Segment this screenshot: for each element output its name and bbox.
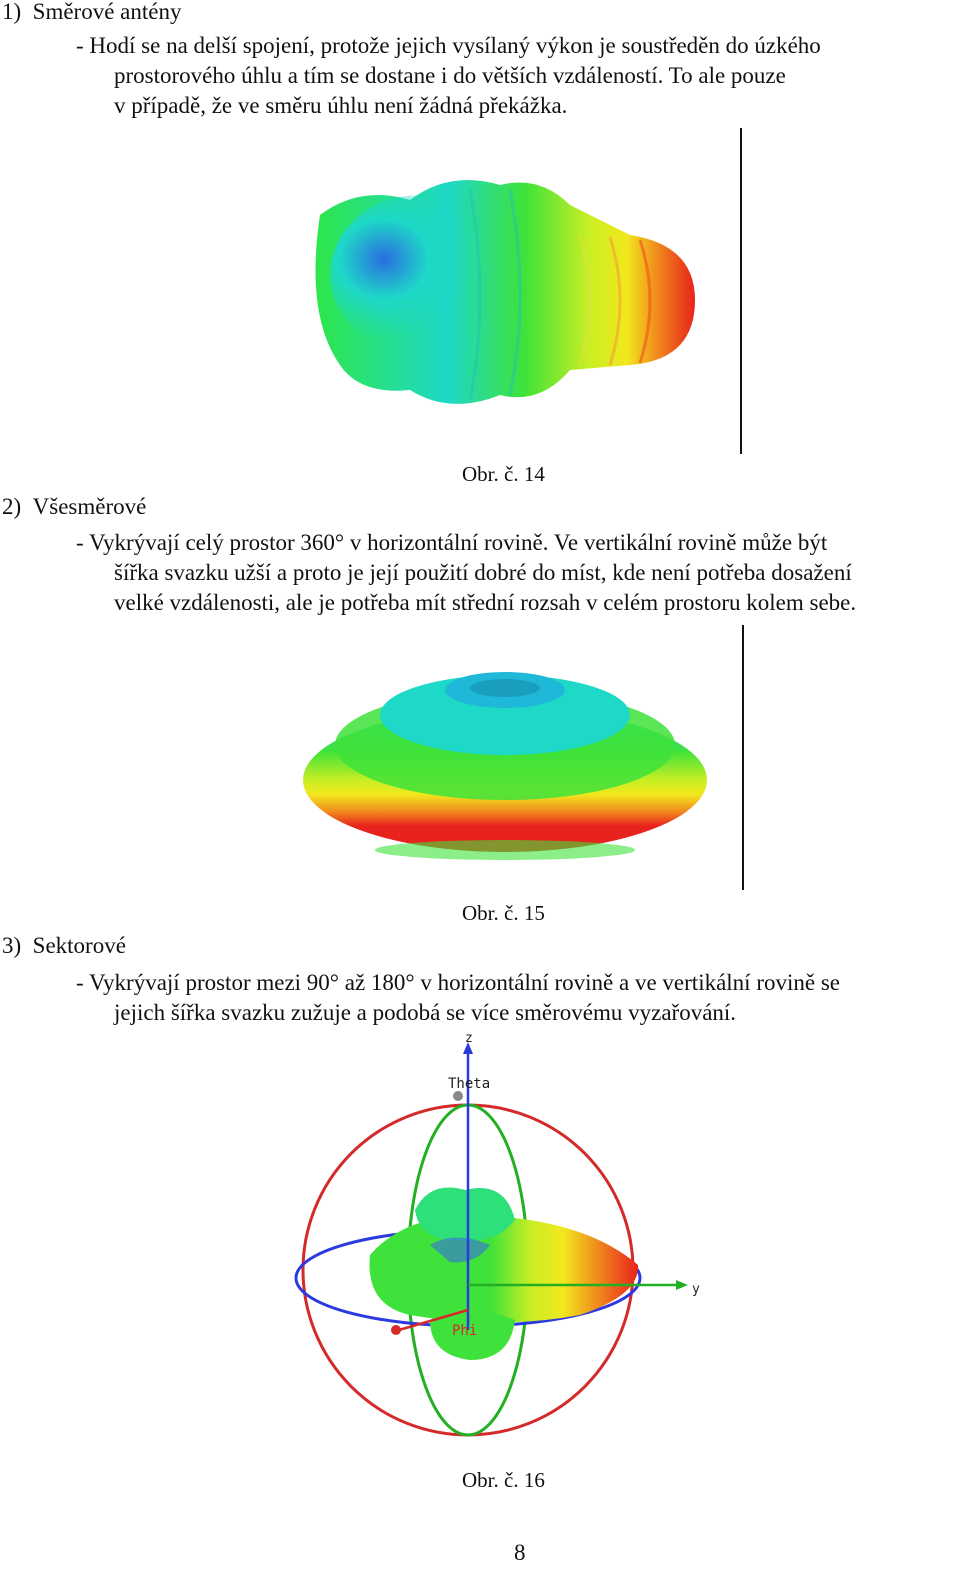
y-axis-label: y <box>692 1282 700 1297</box>
section-2-heading: 2) Všesměrové <box>2 494 147 519</box>
figure-15-caption: Obr. č. 15 <box>462 901 545 925</box>
figure-14-directional-pattern <box>300 165 710 415</box>
figure-16-caption: Obr. č. 16 <box>462 1468 545 1492</box>
section-2-text-line-2: šířka svazku užší a proto je její použití dobré do míst, kde není potřeba dosažení <box>114 560 852 585</box>
section-1-text-line-2: prostorového úhlu a tím se dostane i do větších vzdáleností. To ale pouze <box>114 63 786 88</box>
section-1-text-line-3: v případě, že ve směru úhlu není žádná překážka. <box>114 93 568 118</box>
section-1-text-line-1: - Hodí se na delší spojení, protože jejich vysílaný výkon je soustředěn do úzkého <box>76 33 821 58</box>
section-3-text-line-1: - Vykrývají prostor mezi 90° až 180° v horizontální rovině a ve vertikální rovině se <box>76 970 840 995</box>
theta-label: Theta <box>448 1076 491 1092</box>
figure-16-sector-pattern <box>280 1030 720 1440</box>
main-lobe <box>370 1215 639 1323</box>
figure-15-omnidirectional-pattern <box>300 655 710 865</box>
page-number: 8 <box>514 1540 526 1565</box>
section-1-heading: 1) Směrové antény <box>2 0 182 24</box>
figure-divider-line <box>740 128 742 454</box>
phi-label: Phi <box>452 1323 478 1339</box>
upper-lobe <box>415 1188 515 1241</box>
figure-14-caption: Obr. č. 14 <box>462 462 545 486</box>
section-2-text-line-3: velké vzdálenosti, ale je potřeba mít střední rozsah v celém prostoru kolem sebe. <box>114 590 857 615</box>
z-axis-label: z <box>465 1031 473 1046</box>
section-3-heading: 3) Sektorové <box>2 933 126 958</box>
section-2-text-line-1: - Vykrývají celý prostor 360° v horizontální rovině. Ve vertikální rovině může být <box>76 530 828 555</box>
section-3-text-line-2: jejich šířka svazku zužuje a podobá se více směrovému vyzařování. <box>114 1000 737 1025</box>
figure-divider-line <box>742 625 744 890</box>
